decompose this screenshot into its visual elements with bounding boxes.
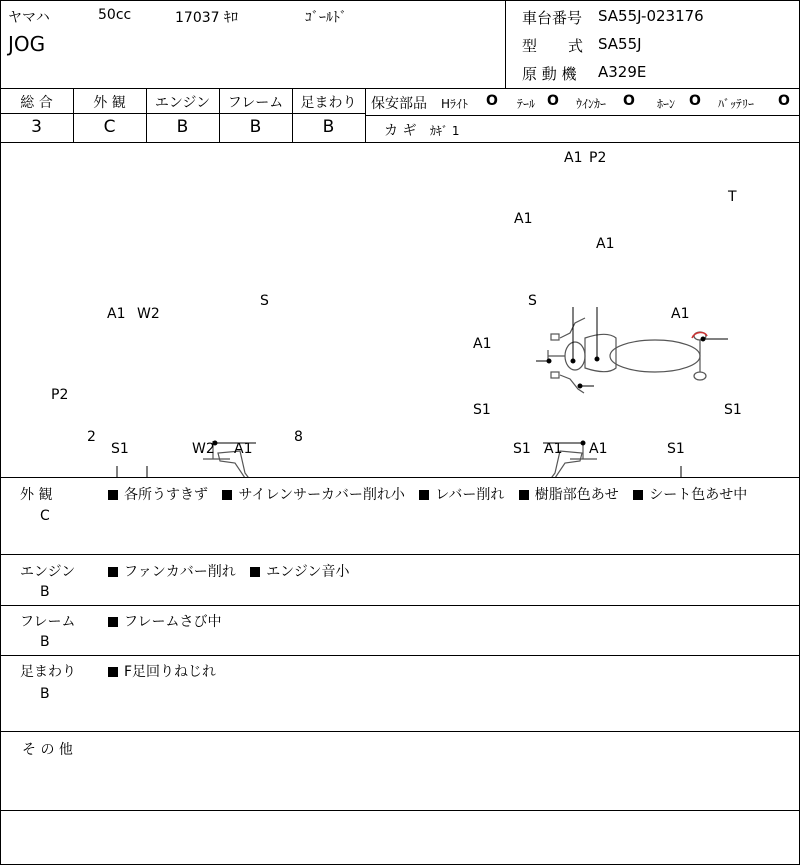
left-2-label: 2 — [87, 429, 96, 445]
notes-exterior-grade: C — [40, 508, 50, 524]
maker-name: ヤマハ — [8, 10, 50, 26]
top-p2-label: P2 — [589, 150, 607, 166]
part-tail: ﾃｰﾙ — [517, 97, 536, 111]
notes-suspension-items — [108, 661, 226, 681]
divider — [0, 605, 800, 606]
note-item: 樹脂部色あせ — [519, 487, 619, 503]
note-item: レバー削れ — [419, 487, 504, 503]
top-a1-label: A1 — [564, 150, 583, 166]
grade-header-engine: エンジン — [154, 95, 211, 111]
type-label-2: 式 — [568, 37, 584, 55]
color: ｺﾞｰﾙﾄﾞ — [305, 10, 347, 26]
notes-frame-label: フレーム — [20, 614, 76, 630]
grade-exterior: C — [103, 117, 116, 137]
note-item: フレームさび中 — [108, 614, 221, 630]
note-item: 各所うすきず — [108, 487, 208, 503]
grade-header-frame: フレーム — [227, 95, 284, 111]
notes-frame-grade: B — [40, 634, 50, 650]
part-headlight-mark: O — [486, 93, 498, 109]
divider — [0, 477, 800, 478]
engine-value: A329E — [598, 63, 647, 81]
left-s-label: S — [260, 293, 269, 309]
left-w2-label: W2 — [137, 306, 160, 322]
right-s1-right-label: S1 — [724, 402, 742, 418]
note-item: エンジン音小 — [250, 564, 349, 580]
right-s1-left-label: S1 — [473, 402, 491, 418]
key-label: カ ギ — [384, 123, 417, 139]
engine-label: 原 動 機 — [522, 65, 577, 83]
notes-frame-items — [108, 611, 231, 631]
notes-suspension-grade: B — [40, 686, 50, 702]
note-item: シート色あせ中 — [633, 487, 747, 503]
grade-header-suspension: 足まわり — [300, 95, 357, 111]
right-a1-left-label: A1 — [473, 336, 492, 352]
right-s1-bottom2-label: S1 — [667, 441, 685, 457]
top-a1-left-label: A1 — [514, 211, 533, 227]
top-a1-bottom-label: A1 — [596, 236, 615, 252]
left-w2-bottom-label: W2 — [192, 441, 215, 457]
part-horn-mark: O — [689, 93, 701, 109]
divider — [0, 655, 800, 656]
left-8-label: 8 — [294, 429, 303, 445]
right-a1-top-label: A1 — [671, 306, 690, 322]
grade-overall: 3 — [31, 117, 42, 137]
part-battery: ﾊﾞｯﾃﾘｰ — [718, 97, 755, 111]
part-headlight: Hﾗｲﾄ — [441, 97, 469, 111]
parts-label: 保安部品 — [371, 96, 427, 112]
right-s-label: S — [528, 293, 537, 309]
left-a1-bottom-label: A1 — [234, 441, 253, 457]
left-p2-label: P2 — [51, 387, 69, 403]
notes-engine-label: エンジン — [20, 564, 76, 580]
notes-exterior-items — [108, 484, 757, 504]
grade-header-overall: 総 合 — [20, 95, 53, 111]
key-value: ｶｷﾞ 1 — [430, 124, 460, 138]
divider — [0, 88, 800, 89]
right-s1-bottom1-label: S1 — [513, 441, 531, 457]
chassis-value: SA55J-023176 — [598, 7, 704, 25]
grade-header-exterior: 外 観 — [93, 95, 126, 111]
type-label-1: 型 — [522, 37, 538, 55]
header-divider — [505, 0, 506, 88]
mileage: 17037 ｷﾛ — [175, 10, 238, 26]
note-item: サイレンサーカバー削れ小 — [222, 487, 404, 503]
chassis-label: 車台番号 — [522, 9, 583, 27]
right-a1-bottom2-label: A1 — [589, 441, 608, 457]
grade-frame: B — [249, 117, 262, 137]
type-value: SA55J — [598, 35, 642, 53]
model-name: JOG — [8, 32, 46, 56]
divider — [0, 731, 800, 732]
top-t-label: T — [728, 189, 737, 205]
part-tail-mark: O — [547, 93, 559, 109]
part-battery-mark: O — [778, 93, 790, 109]
notes-other-label: そ の 他 — [22, 742, 73, 758]
left-s1-label: S1 — [111, 441, 129, 457]
divider — [0, 113, 365, 114]
notes-suspension-label: 足まわり — [20, 664, 76, 680]
divider — [365, 115, 800, 116]
part-winker-mark: O — [623, 93, 635, 109]
top-view-scooter — [548, 318, 706, 393]
divider — [0, 554, 800, 555]
right-a1-bottom1-label: A1 — [544, 441, 563, 457]
notes-engine-grade: B — [40, 584, 50, 600]
note-item: F足回りねじれ — [108, 664, 216, 680]
part-winker: ｳｲﾝｶｰ — [576, 97, 607, 111]
part-horn: ﾎｰﾝ — [657, 97, 676, 111]
grade-suspension: B — [322, 117, 335, 137]
grade-engine: B — [176, 117, 189, 137]
notes-engine-items — [108, 561, 360, 581]
divider — [0, 810, 800, 811]
notes-exterior-label: 外 観 — [20, 487, 53, 503]
note-item: ファンカバー削れ — [108, 564, 236, 580]
displacement: 50cc — [98, 7, 132, 23]
left-a1-label: A1 — [107, 306, 126, 322]
